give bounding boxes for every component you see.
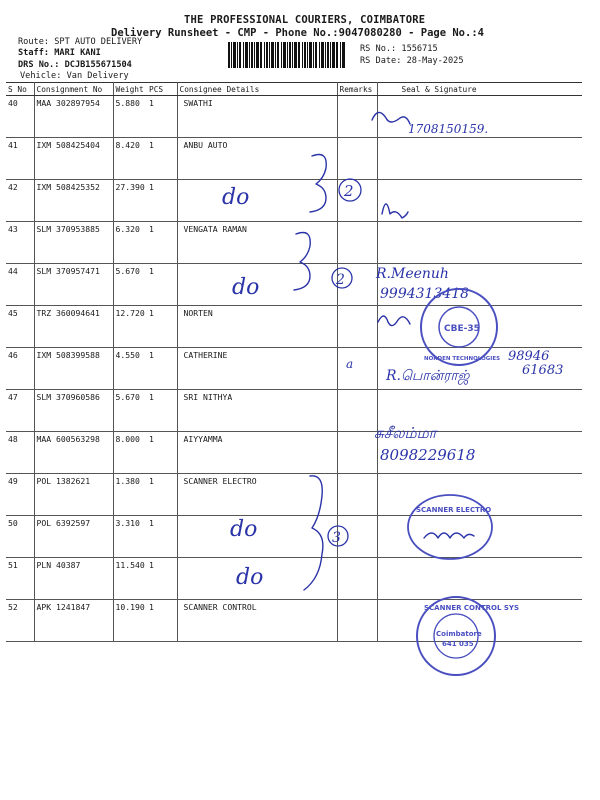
col-header-consignee: Consignee Details [177, 83, 337, 96]
cell-consignment: SLM 370960586 [34, 390, 113, 432]
vehicle-value: Van Delivery [66, 71, 129, 81]
cell-remarks [337, 180, 377, 222]
cell-signature [377, 180, 582, 222]
drs-value: DCJB155671504 [64, 60, 132, 70]
cell-weight: 8.000 [113, 432, 147, 474]
cell-consignee [177, 180, 337, 222]
col-header-signature: Seal & Signature [377, 83, 582, 96]
cell-sno: 42 [6, 180, 34, 222]
ditto-51: do [236, 565, 264, 590]
cell-pcs: 1 [147, 180, 177, 222]
cell-signature [377, 474, 582, 516]
ditto-50: do [230, 517, 258, 542]
row46-phone1: 98946 [508, 349, 550, 364]
cell-pcs: 1 [147, 306, 177, 348]
cell-remarks [337, 600, 377, 642]
drs-line [18, 60, 132, 70]
cell-remarks [337, 474, 377, 516]
cell-sno: 40 [6, 96, 34, 138]
cell-consignee: NORTEN [177, 306, 337, 348]
col-header-sno: S No [6, 83, 34, 96]
cell-signature [377, 222, 582, 264]
circle-3-digit: 3 [332, 530, 341, 546]
cell-pcs: 1 [147, 516, 177, 558]
cell-sno: 48 [6, 432, 34, 474]
cell-sno: 51 [6, 558, 34, 600]
row44-phone: 9994313418 [380, 286, 470, 302]
table-row [6, 558, 582, 600]
cell-consignment: IXM 508425352 [34, 180, 113, 222]
cell-signature [377, 306, 582, 348]
rs-no-value: 1556715 [401, 44, 438, 54]
table-row [6, 306, 582, 348]
cell-consignee [177, 516, 337, 558]
runsheet-subtitle: Delivery Runsheet - CMP - Phone No.:9047080280 - Page No.:4 [111, 27, 484, 39]
cell-consignee: SCANNER CONTROL [177, 600, 337, 642]
cell-remarks [337, 432, 377, 474]
col-header-consignment: Consignment No [34, 83, 113, 96]
stamp-cbe35-outer-text: NORDEN TECHNOLOGIES [424, 356, 501, 362]
table-row [6, 138, 582, 180]
cell-sno: 43 [6, 222, 34, 264]
cell-weight: 10.190 [113, 600, 147, 642]
stamp-cbe35-label: CBE-35 [444, 324, 480, 334]
cell-sno: 52 [6, 600, 34, 642]
cell-pcs: 1 [147, 138, 177, 180]
table-row [6, 474, 582, 516]
cell-consignee: SRI NITHYA [177, 390, 337, 432]
cell-weight: 8.420 [113, 138, 147, 180]
vehicle-line [20, 71, 129, 81]
rs-date-label: RS Date: [360, 56, 402, 66]
cell-consignment: POL 6392597 [34, 516, 113, 558]
table-row [6, 96, 582, 138]
cell-pcs: 1 [147, 474, 177, 516]
cell-signature [377, 558, 582, 600]
stamp-electro-text: SCANNER ELECTRO [416, 506, 492, 514]
cell-pcs: 1 [147, 348, 177, 390]
cell-remarks [337, 306, 377, 348]
barcode [228, 42, 346, 68]
cell-remarks [337, 516, 377, 558]
cell-weight: 3.310 [113, 516, 147, 558]
row46-name: R.பொன்ராஜ் [386, 368, 470, 384]
cell-weight: 11.540 [113, 558, 147, 600]
drs-label: DRS No.: [18, 60, 60, 70]
stamp-control-city: Coimbatore [436, 630, 482, 638]
cell-pcs: 1 [147, 390, 177, 432]
cell-weight: 6.320 [113, 222, 147, 264]
row46-remark: a [346, 357, 354, 371]
cell-remarks [337, 138, 377, 180]
cell-pcs: 1 [147, 432, 177, 474]
row44-name: R.Meenuh [376, 266, 449, 282]
cell-remarks [337, 558, 377, 600]
table-row [6, 432, 582, 474]
cell-signature [377, 432, 582, 474]
cell-consignment: SLM 370953885 [34, 222, 113, 264]
table-row [6, 348, 582, 390]
cell-consignment: PLN 40387 [34, 558, 113, 600]
cell-consignee: CATHERINE [177, 348, 337, 390]
cell-sno: 44 [6, 264, 34, 306]
cell-weight: 5.670 [113, 264, 147, 306]
cell-sno: 46 [6, 348, 34, 390]
cell-sno: 47 [6, 390, 34, 432]
cell-consignment: POL 1382621 [34, 474, 113, 516]
rs-date-value: 28-May-2025 [406, 56, 464, 66]
route-label: Route: [18, 37, 50, 47]
cell-sno: 50 [6, 516, 34, 558]
cell-sno: 49 [6, 474, 34, 516]
cell-remarks [337, 390, 377, 432]
company-title: THE PROFESSIONAL COURIERS, COIMBATORE [184, 14, 426, 26]
row48-tamil-name: சுசீலம்மா [374, 424, 437, 442]
table-row [6, 390, 582, 432]
cell-weight: 5.880 [113, 96, 147, 138]
cell-signature [377, 600, 582, 642]
cell-weight: 1.380 [113, 474, 147, 516]
cell-signature [377, 96, 582, 138]
cell-signature [377, 390, 582, 432]
table-row [6, 264, 582, 306]
cell-consignee: SWATHI [177, 96, 337, 138]
rs-no-line [360, 44, 438, 54]
cell-consignee: VENGATA RAMAN [177, 222, 337, 264]
cell-consignment: IXM 508425404 [34, 138, 113, 180]
table-body [6, 96, 582, 642]
cell-consignment: IXM 508399588 [34, 348, 113, 390]
cell-sno: 45 [6, 306, 34, 348]
cell-weight: 4.550 [113, 348, 147, 390]
table-header-row [6, 83, 582, 96]
cell-consignment: MAA 302897954 [34, 96, 113, 138]
cell-signature [377, 348, 582, 390]
cell-remarks [337, 222, 377, 264]
cell-weight: 5.670 [113, 390, 147, 432]
circle-2-digit-b: 2 [336, 272, 345, 288]
table-row [6, 516, 582, 558]
col-header-weight: Weight [113, 83, 147, 96]
cell-remarks [337, 264, 377, 306]
cell-consignment: MAA 600563298 [34, 432, 113, 474]
rs-no-label: RS No.: [360, 44, 397, 54]
table-row [6, 600, 582, 642]
cell-weight: 27.390 [113, 180, 147, 222]
rs-date-line [360, 56, 464, 66]
cell-consignment: APK 1241847 [34, 600, 113, 642]
cell-consignee: ANBU AUTO [177, 138, 337, 180]
cell-consignee: AIYYAMMA [177, 432, 337, 474]
cell-remarks [337, 96, 377, 138]
staff-line [18, 48, 101, 58]
route-line [18, 37, 142, 47]
ditto-42: do [222, 185, 250, 210]
cell-consignee: SCANNER ELECTRO [177, 474, 337, 516]
signature-number-40: 1708150159. [408, 122, 489, 136]
col-header-remarks: Remarks [337, 83, 377, 96]
circle-2-digit: 2 [344, 182, 354, 200]
row48-phone: 8098229618 [380, 446, 476, 464]
vehicle-label: Vehicle: [20, 71, 62, 81]
cell-sno: 41 [6, 138, 34, 180]
stamp-control-outer-text: SCANNER CONTROL SYS [424, 604, 520, 612]
cell-consignee [177, 264, 337, 306]
table-row [6, 222, 582, 264]
cell-pcs: 1 [147, 558, 177, 600]
cell-weight: 12.720 [113, 306, 147, 348]
cell-consignment: SLM 370957471 [34, 264, 113, 306]
cell-pcs: 1 [147, 264, 177, 306]
staff-label: Staff: [18, 48, 50, 58]
cell-pcs: 1 [147, 600, 177, 642]
runsheet-table [6, 82, 582, 642]
table-row [6, 180, 582, 222]
cell-consignment: TRZ 360094641 [34, 306, 113, 348]
cell-pcs: 1 [147, 222, 177, 264]
row46-phone2: 61683 [522, 363, 564, 378]
ditto-44: do [232, 275, 260, 300]
cell-remarks [337, 348, 377, 390]
staff-value: MARI KANI [54, 48, 101, 58]
col-header-pcs: PCS [147, 83, 177, 96]
stamp-control-pin: 641 035 [442, 640, 474, 648]
cell-signature [377, 516, 582, 558]
route-value: SPT AUTO DELIVERY [54, 37, 143, 47]
cell-consignee [177, 558, 337, 600]
cell-signature [377, 264, 582, 306]
cell-signature [377, 138, 582, 180]
cell-pcs: 1 [147, 96, 177, 138]
